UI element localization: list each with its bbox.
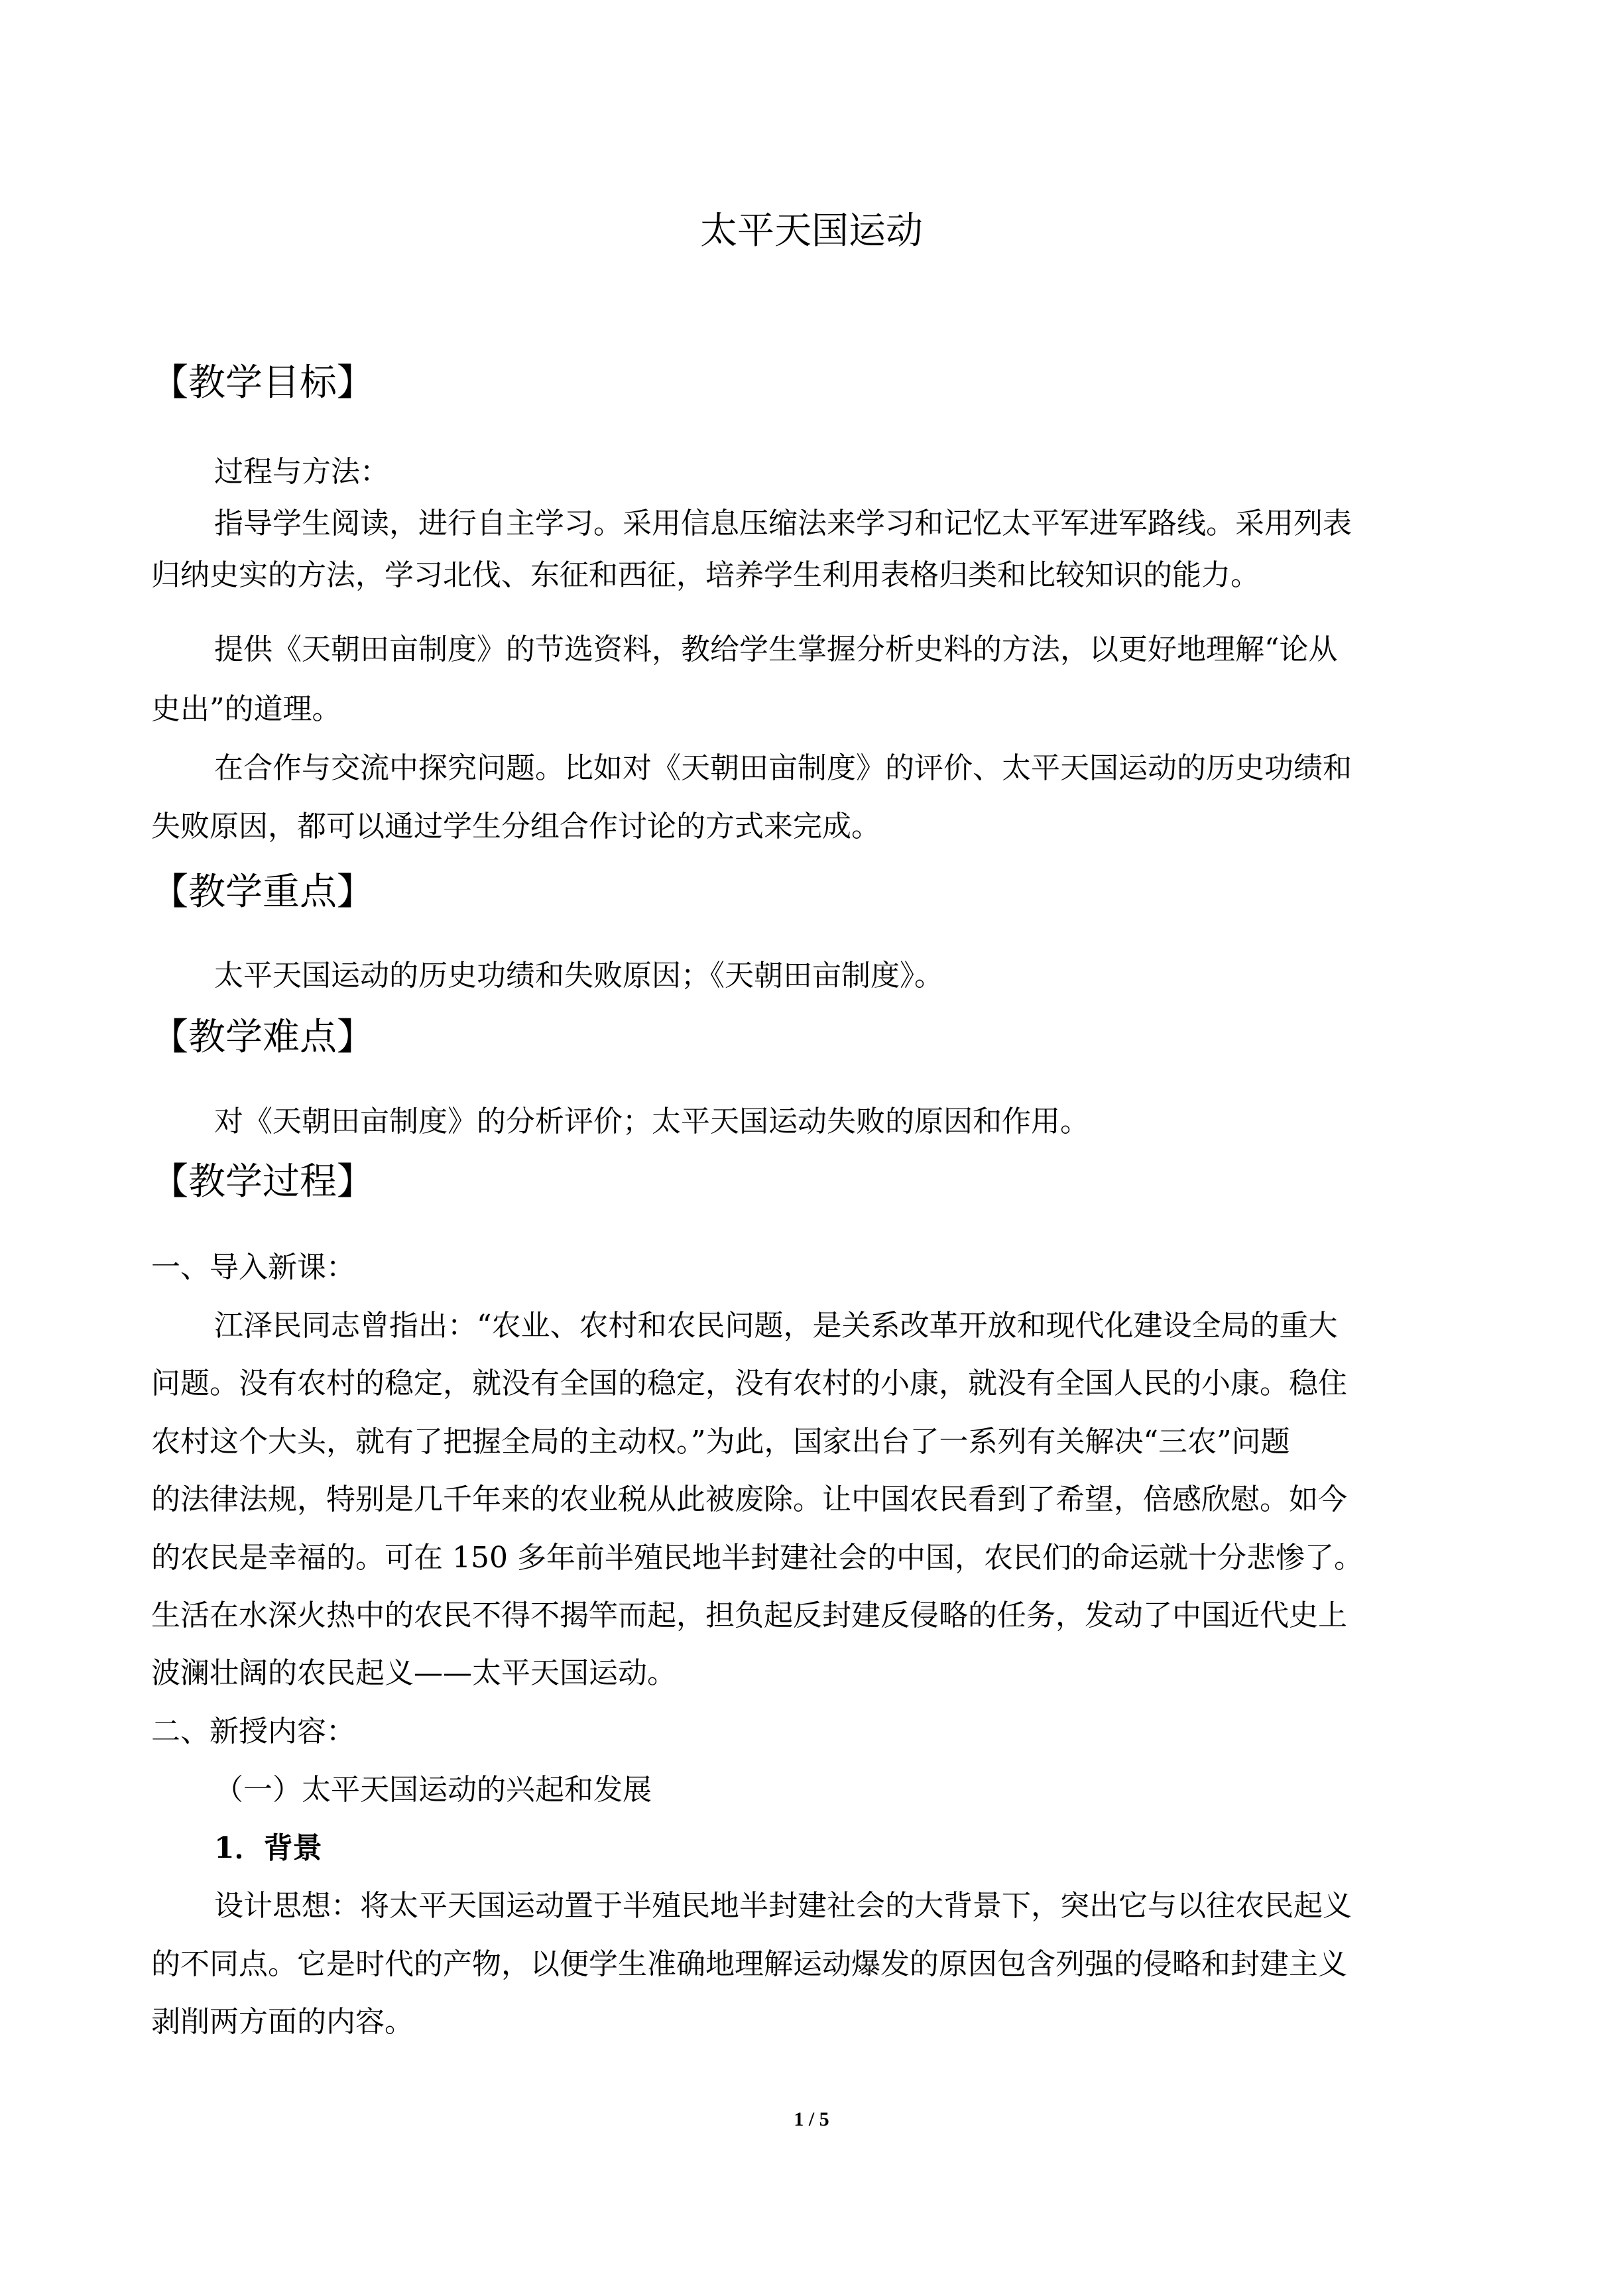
- paragraph-line: （一）太平天国运动的兴起和发展: [214, 1773, 652, 1807]
- subsection-heading: 1．背景: [214, 1831, 322, 1865]
- paragraph-line: 对《天朝田亩制度》的分析评价；太平天国运动失败的原因和作用。: [214, 1105, 1089, 1138]
- paragraph-line: 指导学生阅读，进行自主学习。采用信息压缩法来学习和记忆太平军进军路线。采用列表: [214, 507, 1352, 540]
- paragraph-line: 过程与方法：: [214, 455, 389, 489]
- heading-process: 【教学过程】: [151, 1160, 374, 1203]
- paragraph-line: 失败原因，都可以通过学生分组合作讨论的方式来完成。: [151, 810, 880, 843]
- paragraph-line: 设计思想：将太平天国运动置于半殖民地半封建社会的大背景下，突出它与以往农民起义: [214, 1889, 1352, 1923]
- heading-key-points: 【教学重点】: [151, 871, 374, 914]
- heading-difficulties: 【教学难点】: [151, 1016, 374, 1059]
- paragraph-line: 二、新授内容：: [151, 1715, 355, 1748]
- paragraph-line: 提供《天朝田亩制度》的节选资料，教给学生掌握分析史料的方法，以更好地理解“论从: [214, 633, 1338, 666]
- paragraph-line: 问题。没有农村的稳定，就没有全国的稳定，没有农村的小康，就没有全国人民的小康。稳住: [151, 1366, 1347, 1400]
- paragraph-line: 在合作与交流中探究问题。比如对《天朝田亩制度》的评价、太平天国运动的历史功绩和: [214, 751, 1352, 785]
- heading-objectives: 【教学目标】: [151, 361, 374, 404]
- paragraph-line: 的农民是幸福的。可在 150 多年前半殖民地半封建社会的中国，农民们的命运就十分悲惨了。: [151, 1541, 1363, 1575]
- paragraph-line: 太平天国运动的历史功绩和失败原因；《天朝田亩制度》。: [214, 959, 943, 993]
- paragraph-line: 剥削两方面的内容。: [151, 2005, 414, 2039]
- paragraph-line: 归纳史实的方法，学习北伐、东征和西征，培养学生利用表格归类和比较知识的能力。: [151, 558, 1260, 592]
- paragraph-line: 史出”的道理。: [151, 692, 341, 726]
- paragraph-line: 的法律法规，特别是几千年来的农业税从此被废除。让中国农民看到了希望，倍感欣慰。如今: [151, 1482, 1347, 1516]
- paragraph-line: 生活在水深火热中的农民不得不揭竿而起，担负起反封建反侵略的任务，发动了中国近代史上: [151, 1599, 1347, 1632]
- document-title: 太平天国运动: [700, 210, 923, 253]
- paragraph-line: 江泽民同志曾指出：“农业、农村和农民问题，是关系改革开放和现代化建设全局的重大: [214, 1309, 1338, 1343]
- paragraph-line: 一、导入新课：: [151, 1250, 355, 1284]
- paragraph-line: 农村这个大头，就有了把握全局的主动权。”为此，国家出台了一系列有关解决“三农”问题: [151, 1425, 1290, 1459]
- page-number: 1 / 5: [794, 2108, 829, 2130]
- paragraph-line: 波澜壮阔的农民起义——太平天国运动。: [151, 1656, 676, 1690]
- paragraph-line: 的不同点。它是时代的产物，以便学生准确地理解运动爆发的原因包含列强的侵略和封建主义: [151, 1947, 1347, 1981]
